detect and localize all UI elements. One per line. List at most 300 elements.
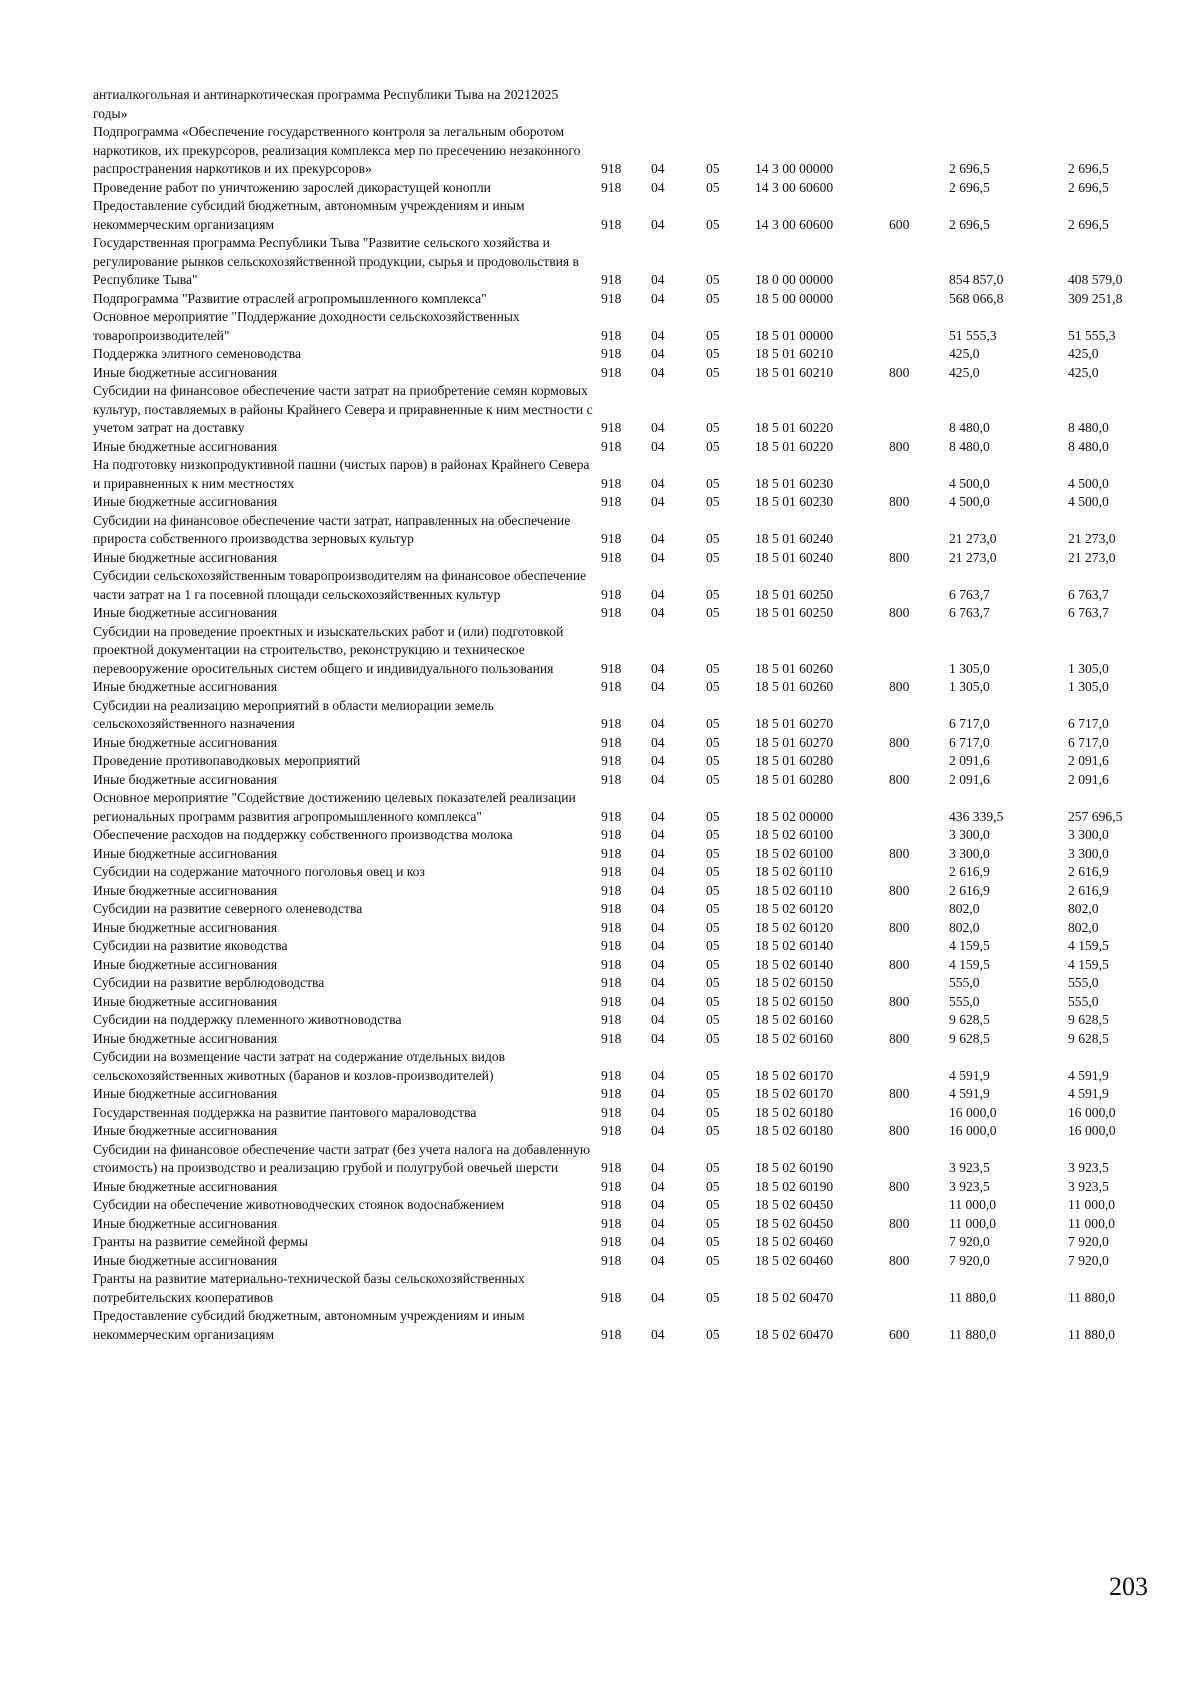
row-target-article: 18 5 01 60210 [755, 346, 834, 361]
row-amount-2: 4 159,5 [1068, 956, 1109, 972]
row-expense-type [889, 1196, 949, 1215]
row-subsection-code: 05 [706, 845, 720, 861]
row-amount-1: 2 696,5 [949, 179, 990, 195]
row-section-code: 04 [651, 1289, 665, 1305]
table-row [93, 86, 1148, 123]
row-subsection-code: 05 [706, 1215, 720, 1231]
row-subsection-code: 05 [706, 1289, 720, 1305]
row-section-code: 04 [651, 494, 665, 509]
row-subsection-code: 05 [706, 1234, 720, 1249]
row-name: Иные бюджетные ассигнования [93, 1030, 278, 1046]
row-name: Субсидии на финансовое обеспечение части затрат (без учета налога на добавленную стоимость) на производство и реализацию грубой и полугрубой овечьей шерсти [93, 1141, 590, 1175]
row-amount-2: 9 628,5 [1068, 1012, 1109, 1027]
row-amount-1: 568 066,8 [949, 290, 1004, 306]
row-section-code: 04 [651, 901, 665, 916]
row-name: Гранты на развитие материально-технической базы сельскохозяйственных потребительских кооперативов [93, 1271, 525, 1305]
row-amount-2: 425,0 [1068, 364, 1099, 380]
row-section-code: 04 [651, 531, 665, 546]
row-subsection-code: 05 [706, 346, 720, 361]
row-expense-type [889, 974, 949, 993]
row-expense-type [889, 697, 949, 734]
row-amount-1: 21 273,0 [949, 531, 997, 546]
row-section-code: 04 [651, 864, 665, 879]
row-expense-type [889, 1270, 949, 1307]
row-ministry-code: 918 [601, 272, 622, 287]
row-target-article: 18 5 02 60110 [755, 864, 833, 879]
row-section-code: 04 [651, 845, 665, 861]
row-section-code: 04 [651, 808, 665, 824]
row-section-code: 04 [651, 1123, 665, 1138]
table-row [93, 826, 1148, 845]
table-row [93, 882, 1148, 901]
row-ministry-code [601, 86, 651, 123]
row-section-code: 04 [651, 438, 665, 454]
row-ministry-code: 918 [601, 438, 622, 454]
row-expense-type [889, 937, 949, 956]
row-amount-1: 2 696,5 [949, 161, 990, 176]
row-expense-type [889, 567, 949, 604]
row-ministry-code: 918 [601, 1030, 622, 1046]
row-subsection-code: 05 [706, 161, 720, 176]
table-row [93, 1178, 1148, 1197]
row-name: Субсидии на обеспечение животноводческих стоянок водоснабжением [93, 1197, 505, 1212]
row-amount-2: 408 579,0 [1068, 272, 1123, 287]
row-subsection-code: 05 [706, 438, 720, 454]
row-amount-1: 854 857,0 [949, 272, 1004, 287]
table-row [93, 234, 1148, 290]
row-target-article: 18 5 01 60240 [755, 531, 834, 546]
row-name: Подпрограмма «Обеспечение государственного контроля за легальным оборотом наркотиков, их прекурсоров, реализация комплекса мер по пресечению незаконного распространения наркотиков и их прекурсоров» [93, 124, 581, 176]
row-section-code: 04 [651, 753, 665, 768]
row-amount-2: 6 717,0 [1068, 734, 1109, 750]
row-subsection-code: 05 [706, 1104, 720, 1120]
row-expense-type: 800 [889, 956, 910, 972]
row-subsection-code: 05 [706, 1086, 720, 1101]
row-ministry-code: 918 [601, 1123, 622, 1138]
row-ministry-code: 918 [601, 993, 622, 1009]
row-amount-1: 3 300,0 [949, 845, 990, 861]
row-ministry-code: 918 [601, 1289, 622, 1305]
row-section-code: 04 [651, 993, 665, 1009]
row-expense-type [889, 1104, 949, 1123]
row-ministry-code: 918 [601, 660, 622, 676]
row-section-code: 04 [651, 290, 665, 306]
row-name: Иные бюджетные ассигнования [93, 771, 278, 787]
row-target-article: 18 5 02 60120 [755, 919, 834, 935]
row-amount-2: 9 628,5 [1068, 1030, 1109, 1046]
row-subsection-code: 05 [706, 679, 720, 694]
row-section-code: 04 [651, 475, 665, 491]
row-amount-2: 4 500,0 [1068, 475, 1109, 491]
row-amount-2: 11 880,0 [1068, 1326, 1116, 1342]
row-section-code: 04 [651, 1234, 665, 1249]
row-target-article: 18 5 01 60220 [755, 420, 834, 435]
row-section-code: 04 [651, 1326, 665, 1342]
table-row [93, 1011, 1148, 1030]
row-amount-1: 16 000,0 [949, 1123, 997, 1138]
row-amount-1: 3 923,5 [949, 1160, 990, 1175]
row-subsection-code: 05 [706, 216, 720, 232]
row-subsection-code: 05 [706, 364, 720, 380]
row-amount-1: 425,0 [949, 364, 980, 380]
row-expense-type: 800 [889, 771, 910, 787]
row-expense-type [889, 290, 949, 309]
row-name: Иные бюджетные ассигнования [93, 438, 278, 454]
row-target-article: 18 5 01 60250 [755, 605, 834, 620]
row-amount-2: 2 696,5 [1068, 179, 1109, 195]
table-row [93, 549, 1148, 568]
row-amount-1: 11 000,0 [949, 1197, 997, 1212]
row-amount-1: 3 300,0 [949, 827, 990, 842]
table-row [93, 1085, 1148, 1104]
row-subsection-code: 05 [706, 420, 720, 435]
row-section-code: 04 [651, 549, 665, 565]
row-amount-1: 4 591,9 [949, 1067, 990, 1083]
row-name: Поддержка элитного семеноводства [93, 346, 302, 361]
row-amount-2: 3 300,0 [1068, 827, 1109, 842]
row-ministry-code: 918 [601, 1252, 622, 1268]
table-row [93, 1307, 1148, 1344]
row-name: Иные бюджетные ассигнования [93, 993, 278, 1009]
row-expense-type [889, 623, 949, 679]
row-section-code: 04 [651, 771, 665, 787]
row-amount-2: 4 500,0 [1068, 494, 1109, 509]
table-row [93, 974, 1148, 993]
row-subsection-code: 05 [706, 919, 720, 935]
row-amount-2: 802,0 [1068, 919, 1099, 935]
row-amount-2: 3 300,0 [1068, 845, 1109, 861]
row-target-article: 18 5 01 60280 [755, 771, 834, 787]
row-ministry-code: 918 [601, 1326, 622, 1342]
row-subsection-code: 05 [706, 716, 720, 731]
row-subsection-code [706, 86, 755, 123]
row-amount-1: 2 091,6 [949, 771, 990, 787]
row-expense-type: 800 [889, 679, 910, 694]
row-expense-type: 800 [889, 734, 910, 750]
row-subsection-code: 05 [706, 808, 720, 824]
row-ministry-code: 918 [601, 346, 622, 361]
row-amount-2: 16 000,0 [1068, 1123, 1116, 1138]
row-name: Иные бюджетные ассигнования [93, 734, 278, 750]
row-section-code: 04 [651, 327, 665, 343]
row-ministry-code: 918 [601, 1215, 622, 1231]
table-row [93, 1122, 1148, 1141]
row-subsection-code: 05 [706, 901, 720, 916]
row-amount-2: 21 273,0 [1068, 531, 1116, 546]
row-amount-2: 11 880,0 [1068, 1289, 1116, 1305]
row-target-article: 18 5 02 60110 [755, 882, 833, 898]
row-amount-1: 4 159,5 [949, 938, 990, 953]
table-row [93, 567, 1148, 604]
row-target-article: 18 5 02 60460 [755, 1234, 834, 1249]
row-amount-1: 802,0 [949, 901, 980, 916]
row-amount-2: 8 480,0 [1068, 420, 1109, 435]
row-amount-2: 1 305,0 [1068, 660, 1109, 676]
row-expense-type: 800 [889, 993, 910, 1009]
row-subsection-code: 05 [706, 1012, 720, 1027]
row-name: Иные бюджетные ассигнования [93, 364, 278, 380]
row-target-article: 18 5 01 60240 [755, 549, 834, 565]
row-ministry-code: 918 [601, 1067, 622, 1083]
budget-table-body [93, 86, 1148, 1344]
row-amount-2: 2 091,6 [1068, 771, 1109, 787]
row-subsection-code: 05 [706, 290, 720, 306]
row-subsection-code: 05 [706, 938, 720, 953]
row-ministry-code: 918 [601, 864, 622, 879]
row-ministry-code: 918 [601, 216, 622, 232]
row-subsection-code: 05 [706, 1067, 720, 1083]
row-name: Иные бюджетные ассигнования [93, 605, 278, 620]
row-ministry-code: 918 [601, 808, 622, 824]
row-section-code: 04 [651, 161, 665, 176]
row-subsection-code: 05 [706, 753, 720, 768]
row-ministry-code: 918 [601, 549, 622, 565]
row-name: Основное мероприятие "Содействие достижению целевых показателей реализации региональных программ развития агропромышленного комплекса" [93, 790, 576, 824]
row-expense-type: 800 [889, 438, 910, 454]
row-amount-2: 51 555,3 [1068, 327, 1116, 343]
row-amount-2: 6 763,7 [1068, 586, 1109, 602]
row-expense-type [889, 789, 949, 826]
row-expense-type [889, 826, 949, 845]
row-name: Иные бюджетные ассигнования [93, 919, 278, 935]
row-target-article: 18 5 02 60120 [755, 901, 834, 916]
row-expense-type [889, 345, 949, 364]
row-amount-1: 425,0 [949, 346, 980, 361]
row-amount-1: 11 880,0 [949, 1326, 997, 1342]
row-amount-1: 9 628,5 [949, 1012, 990, 1027]
table-row [93, 993, 1148, 1012]
table-row [93, 771, 1148, 790]
table-row [93, 123, 1148, 179]
row-name: Субсидии на развитие яководства [93, 938, 288, 953]
row-section-code: 04 [651, 179, 665, 195]
row-amount-1: 1 305,0 [949, 660, 990, 676]
row-amount-2: 4 159,5 [1068, 938, 1109, 953]
row-section-code: 04 [651, 956, 665, 972]
table-row [93, 956, 1148, 975]
row-expense-type: 800 [889, 364, 910, 380]
row-ministry-code: 918 [601, 1178, 622, 1194]
table-row [93, 1270, 1148, 1307]
row-amount-2: 2 696,5 [1068, 161, 1109, 176]
row-expense-type: 800 [889, 549, 910, 565]
row-section-code: 04 [651, 660, 665, 676]
row-amount-1: 4 500,0 [949, 475, 990, 491]
row-section-code: 04 [651, 1067, 665, 1083]
row-target-article: 18 5 02 60140 [755, 938, 834, 953]
row-amount-2: 11 000,0 [1068, 1197, 1116, 1212]
row-name: Субсидии на развитие верблюдоводства [93, 975, 325, 990]
table-row [93, 493, 1148, 512]
row-target-article: 18 5 02 60100 [755, 827, 834, 842]
table-row [93, 623, 1148, 679]
table-row [93, 1252, 1148, 1271]
row-amount-2: 555,0 [1068, 993, 1099, 1009]
row-expense-type [889, 382, 949, 438]
row-amount-1 [949, 86, 1068, 123]
row-section-code: 04 [651, 1197, 665, 1212]
row-section-code: 04 [651, 679, 665, 694]
row-subsection-code: 05 [706, 1326, 720, 1342]
row-amount-1: 51 555,3 [949, 327, 997, 343]
row-name: Обеспечение расходов на поддержку собственного производства молока [93, 827, 513, 842]
row-subsection-code: 05 [706, 1197, 720, 1212]
row-section-code: 04 [651, 272, 665, 287]
row-amount-2: 2 696,5 [1068, 216, 1109, 232]
table-row [93, 900, 1148, 919]
row-ministry-code: 918 [601, 605, 622, 620]
row-amount-2: 4 591,9 [1068, 1067, 1109, 1083]
table-row [93, 863, 1148, 882]
row-section-code: 04 [651, 346, 665, 361]
row-ministry-code: 918 [601, 420, 622, 435]
row-target-article: 18 5 02 60460 [755, 1252, 834, 1268]
row-section-code: 04 [651, 734, 665, 750]
row-target-article: 18 5 02 60470 [755, 1326, 834, 1342]
row-target-article: 18 5 01 00000 [755, 327, 834, 343]
row-expense-type [889, 179, 949, 198]
row-target-article: 18 5 02 60160 [755, 1030, 834, 1046]
row-amount-2: 555,0 [1068, 975, 1099, 990]
row-amount-2: 16 000,0 [1068, 1104, 1116, 1120]
row-name: Гранты на развитие семейной фермы [93, 1234, 308, 1249]
row-amount-1: 3 923,5 [949, 1178, 990, 1194]
row-section-code: 04 [651, 1178, 665, 1194]
row-amount-1: 16 000,0 [949, 1104, 997, 1120]
row-name: На подготовку низкопродуктивной пашни (чистых паров) в районах Крайнего Севера и приравненных к ним местностях [93, 457, 590, 491]
table-row [93, 382, 1148, 438]
row-ministry-code: 918 [601, 494, 622, 509]
row-name: Предоставление субсидий бюджетным, автономным учреждениям и иным некоммерческим организациям [93, 198, 525, 232]
row-amount-1: 802,0 [949, 919, 980, 935]
row-target-article: 18 5 02 60450 [755, 1215, 834, 1231]
row-expense-type: 800 [889, 1123, 910, 1138]
row-amount-1: 6 717,0 [949, 716, 990, 731]
row-target-article: 18 5 02 60170 [755, 1086, 834, 1101]
row-ministry-code: 918 [601, 827, 622, 842]
row-amount-1: 2 616,9 [949, 882, 990, 898]
table-row [93, 197, 1148, 234]
row-target-article: 18 5 02 60470 [755, 1289, 834, 1305]
row-ministry-code: 918 [601, 179, 622, 195]
row-amount-2: 1 305,0 [1068, 679, 1109, 694]
row-ministry-code: 918 [601, 956, 622, 972]
row-subsection-code: 05 [706, 179, 720, 195]
table-row [93, 919, 1148, 938]
row-name: Иные бюджетные ассигнования [93, 679, 278, 694]
row-amount-1: 11 880,0 [949, 1289, 997, 1305]
row-amount-2: 21 273,0 [1068, 549, 1116, 565]
table-row [93, 364, 1148, 383]
row-ministry-code: 918 [601, 1234, 622, 1249]
row-name: Субсидии на финансовое обеспечение части затрат, направленных на обеспечение прироста собственного производства зерновых культур [93, 512, 571, 546]
row-section-code: 04 [651, 1086, 665, 1101]
row-subsection-code: 05 [706, 1030, 720, 1046]
table-row [93, 1215, 1148, 1234]
row-section-code: 04 [651, 420, 665, 435]
row-section-code: 04 [651, 1252, 665, 1268]
row-section-code [651, 86, 706, 123]
row-target-article: 18 5 01 60250 [755, 586, 834, 602]
row-target-article: 18 5 01 60260 [755, 679, 834, 694]
row-name: Субсидии на содержание маточного поголовья овец и коз [93, 864, 425, 879]
row-ministry-code: 918 [601, 901, 622, 916]
row-section-code: 04 [651, 882, 665, 898]
row-name: Иные бюджетные ассигнования [93, 1178, 278, 1194]
row-section-code: 04 [651, 716, 665, 731]
row-section-code: 04 [651, 216, 665, 232]
table-row [93, 290, 1148, 309]
row-amount-2: 802,0 [1068, 901, 1099, 916]
row-expense-type: 800 [889, 1086, 910, 1101]
row-ministry-code: 918 [601, 1197, 622, 1212]
row-name: Иные бюджетные ассигнования [93, 494, 278, 509]
row-section-code: 04 [651, 364, 665, 380]
row-ministry-code: 918 [601, 716, 622, 731]
row-amount-1: 8 480,0 [949, 420, 990, 435]
row-ministry-code: 918 [601, 1160, 622, 1175]
row-ministry-code: 918 [601, 919, 622, 935]
row-target-article: 18 5 02 60140 [755, 956, 834, 972]
row-expense-type [889, 863, 949, 882]
row-target-article: 18 5 02 60190 [755, 1178, 834, 1194]
row-ministry-code: 918 [601, 475, 622, 491]
row-amount-2 [1068, 86, 1148, 123]
row-expense-type [889, 308, 949, 345]
table-row [93, 752, 1148, 771]
row-expense-type [889, 1048, 949, 1085]
row-target-article: 18 5 02 60180 [755, 1123, 834, 1138]
row-target-article: 14 3 00 60600 [755, 179, 834, 195]
row-amount-2: 4 591,9 [1068, 1086, 1109, 1101]
row-name: Субсидии на финансовое обеспечение части затрат на приобретение семян кормовых культур, поставляемых в районы Крайнего Севера и приравненные к ним местности с учетом затрат на доставку [93, 383, 593, 435]
row-amount-1: 21 273,0 [949, 549, 997, 565]
row-amount-1: 7 920,0 [949, 1234, 990, 1249]
row-expense-type [889, 234, 949, 290]
row-ministry-code: 918 [601, 1012, 622, 1027]
table-row [93, 937, 1148, 956]
row-amount-1: 6 763,7 [949, 586, 990, 602]
row-ministry-code: 918 [601, 975, 622, 990]
row-subsection-code: 05 [706, 993, 720, 1009]
row-subsection-code: 05 [706, 586, 720, 602]
row-subsection-code: 05 [706, 771, 720, 787]
table-row [93, 456, 1148, 493]
row-expense-type: 600 [889, 1326, 910, 1342]
table-row [93, 1233, 1148, 1252]
row-section-code: 04 [651, 586, 665, 602]
row-target-article: 18 5 02 60450 [755, 1197, 834, 1212]
row-expense-type [889, 752, 949, 771]
table-row [93, 438, 1148, 457]
row-section-code: 04 [651, 605, 665, 620]
row-name: Государственная программа Республики Тыва "Развитие сельского хозяйства и регулирование рынков сельскохозяйственной продукции, сырья и продовольствия в Республике Тыва" [93, 235, 579, 287]
row-expense-type [889, 900, 949, 919]
row-amount-1: 6 763,7 [949, 605, 990, 620]
row-amount-2: 3 923,5 [1068, 1160, 1109, 1175]
row-expense-type [889, 86, 949, 123]
row-ministry-code: 918 [601, 161, 622, 176]
row-name: Иные бюджетные ассигнования [93, 1123, 278, 1138]
row-expense-type: 800 [889, 919, 910, 935]
row-ministry-code: 918 [601, 734, 622, 750]
row-name: Предоставление субсидий бюджетным, автономным учреждениям и иным некоммерческим организациям [93, 1308, 525, 1342]
row-target-article: 18 5 01 60230 [755, 494, 834, 509]
row-name: Иные бюджетные ассигнования [93, 1215, 278, 1231]
row-subsection-code: 05 [706, 272, 720, 287]
row-expense-type: 800 [889, 605, 910, 620]
row-section-code: 04 [651, 1104, 665, 1120]
